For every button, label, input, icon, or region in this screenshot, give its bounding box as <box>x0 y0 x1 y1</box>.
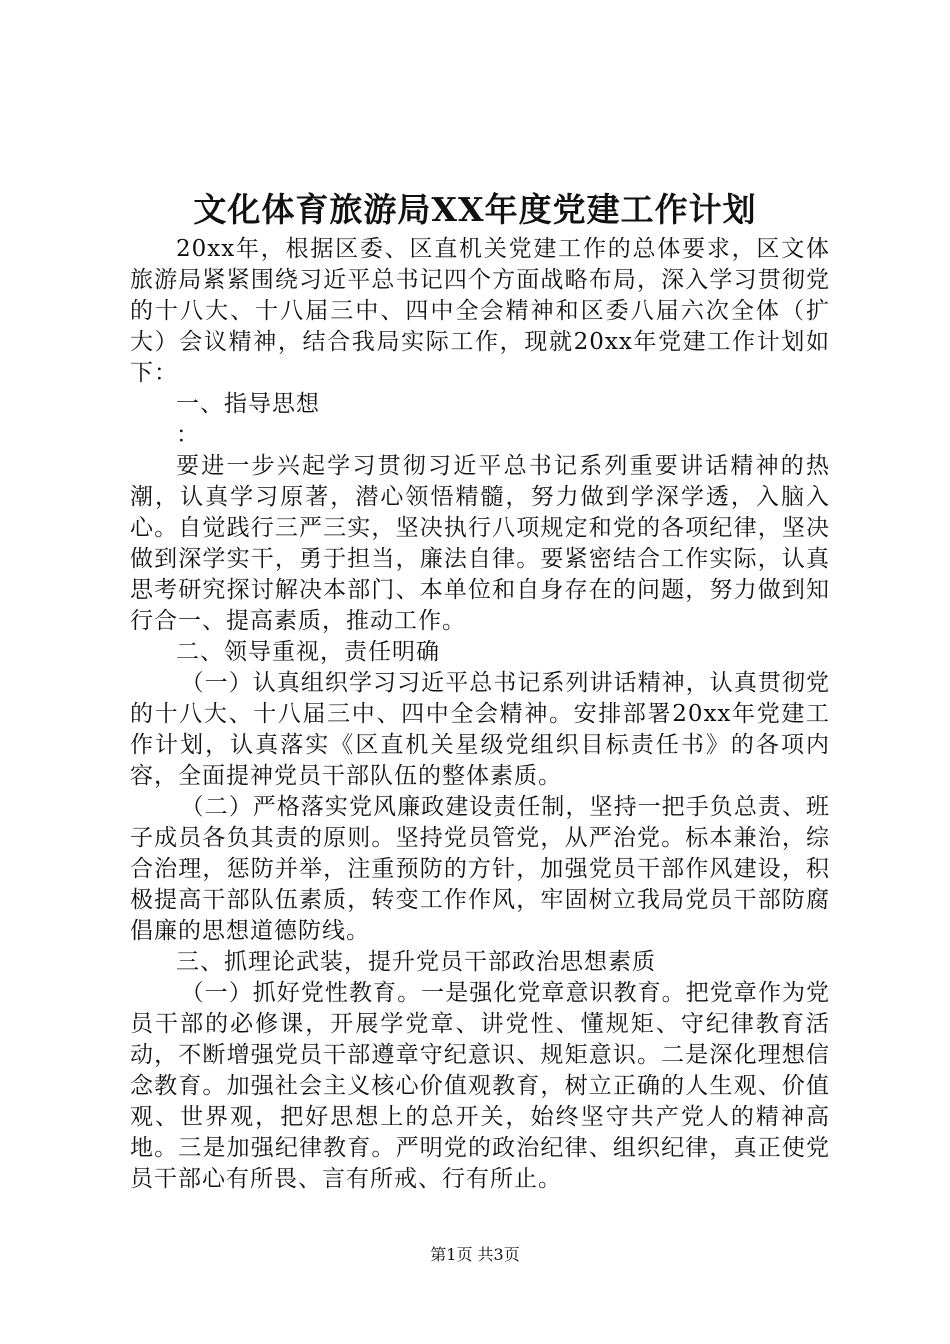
document-body <box>130 234 830 1195</box>
document-title: 文化体育旅游局XX年度党建工作计划 <box>193 190 757 229</box>
section-heading-guiding-thought: 一、指导思想 <box>176 391 320 417</box>
guiding-thought-paragraph: 要进一步兴起学习贯彻习近平总书记系列重要讲话精神的热潮，认真学习原著，潜心领悟精髓，努力做到学深学透，入脑入心。自觉践行三严三实，坚决执行八项规定和党的各项纪律，坚决做到深学实干，勇于担当，廉法自律。要紧密结合工作实际，认真思考研究探讨解决本部门、本单位和自身存在的问题，努力做到知行合一、提高素质，推动工作。 <box>130 453 830 634</box>
intro-paragraph: 20xx年，根据区委、区直机关党建工作的总体要求，区文体旅游局紧紧围绕习近平总书记四个方面战略布局，深入学习贯彻党的十八大、十八届三中、四中全会精神和区委八届六次全体（扩大）会议精神，结合我局实际工作，现就20xx年党建工作计划如下： <box>130 236 830 386</box>
section-heading-theory: 三、抓理论武装，提升党员干部政治思想素质 <box>176 949 656 975</box>
theory-item-1: （一）抓好党性教育。一是强化党章意识教育。把党章作为党员干部的必修课，开展学党章、讲党性、懂规矩、守纪律教育活动，不断增强党员干部遵章守纪意识、规矩意识。二是深化理想信念教育。加强社会主义核心价值观教育，树立正确的人生观、价值观、世界观，把好思想上的总开关，始终坚守共产党人的精神高地。三是加强纪律教育。严明党的政治纪律、组织纪律，真正使党员干部心有所畏、言有所戒、行有所止。 <box>130 980 830 1192</box>
section-heading-leadership: 二、领导重视，责任明确 <box>176 639 440 665</box>
leadership-item-1: （一）认真组织学习习近平总书记系列讲话精神，认真贯彻党的十八大、十八届三中、四中全会精神。安排部署20xx年党建工作计划，认真落实《区直机关星级党组织目标责任书》的各项内容，全面提神党员干部队伍的整体素质。 <box>130 670 830 789</box>
section-colon: ： <box>176 422 199 448</box>
leadership-item-2: （二）严格落实党风廉政建设责任制，坚持一把手负总责、班子成员各负其责的原则。坚持党员管党，从严治党。标本兼治，综合治理，惩防并举，注重预防的方针，加强党员干部作风建设，积极提高干部队伍素质，转变工作作风，牢固树立我局党员干部防腐倡廉的思想道德防线。 <box>130 794 830 944</box>
page-footer: 第1页 共3页 <box>430 1245 520 1264</box>
